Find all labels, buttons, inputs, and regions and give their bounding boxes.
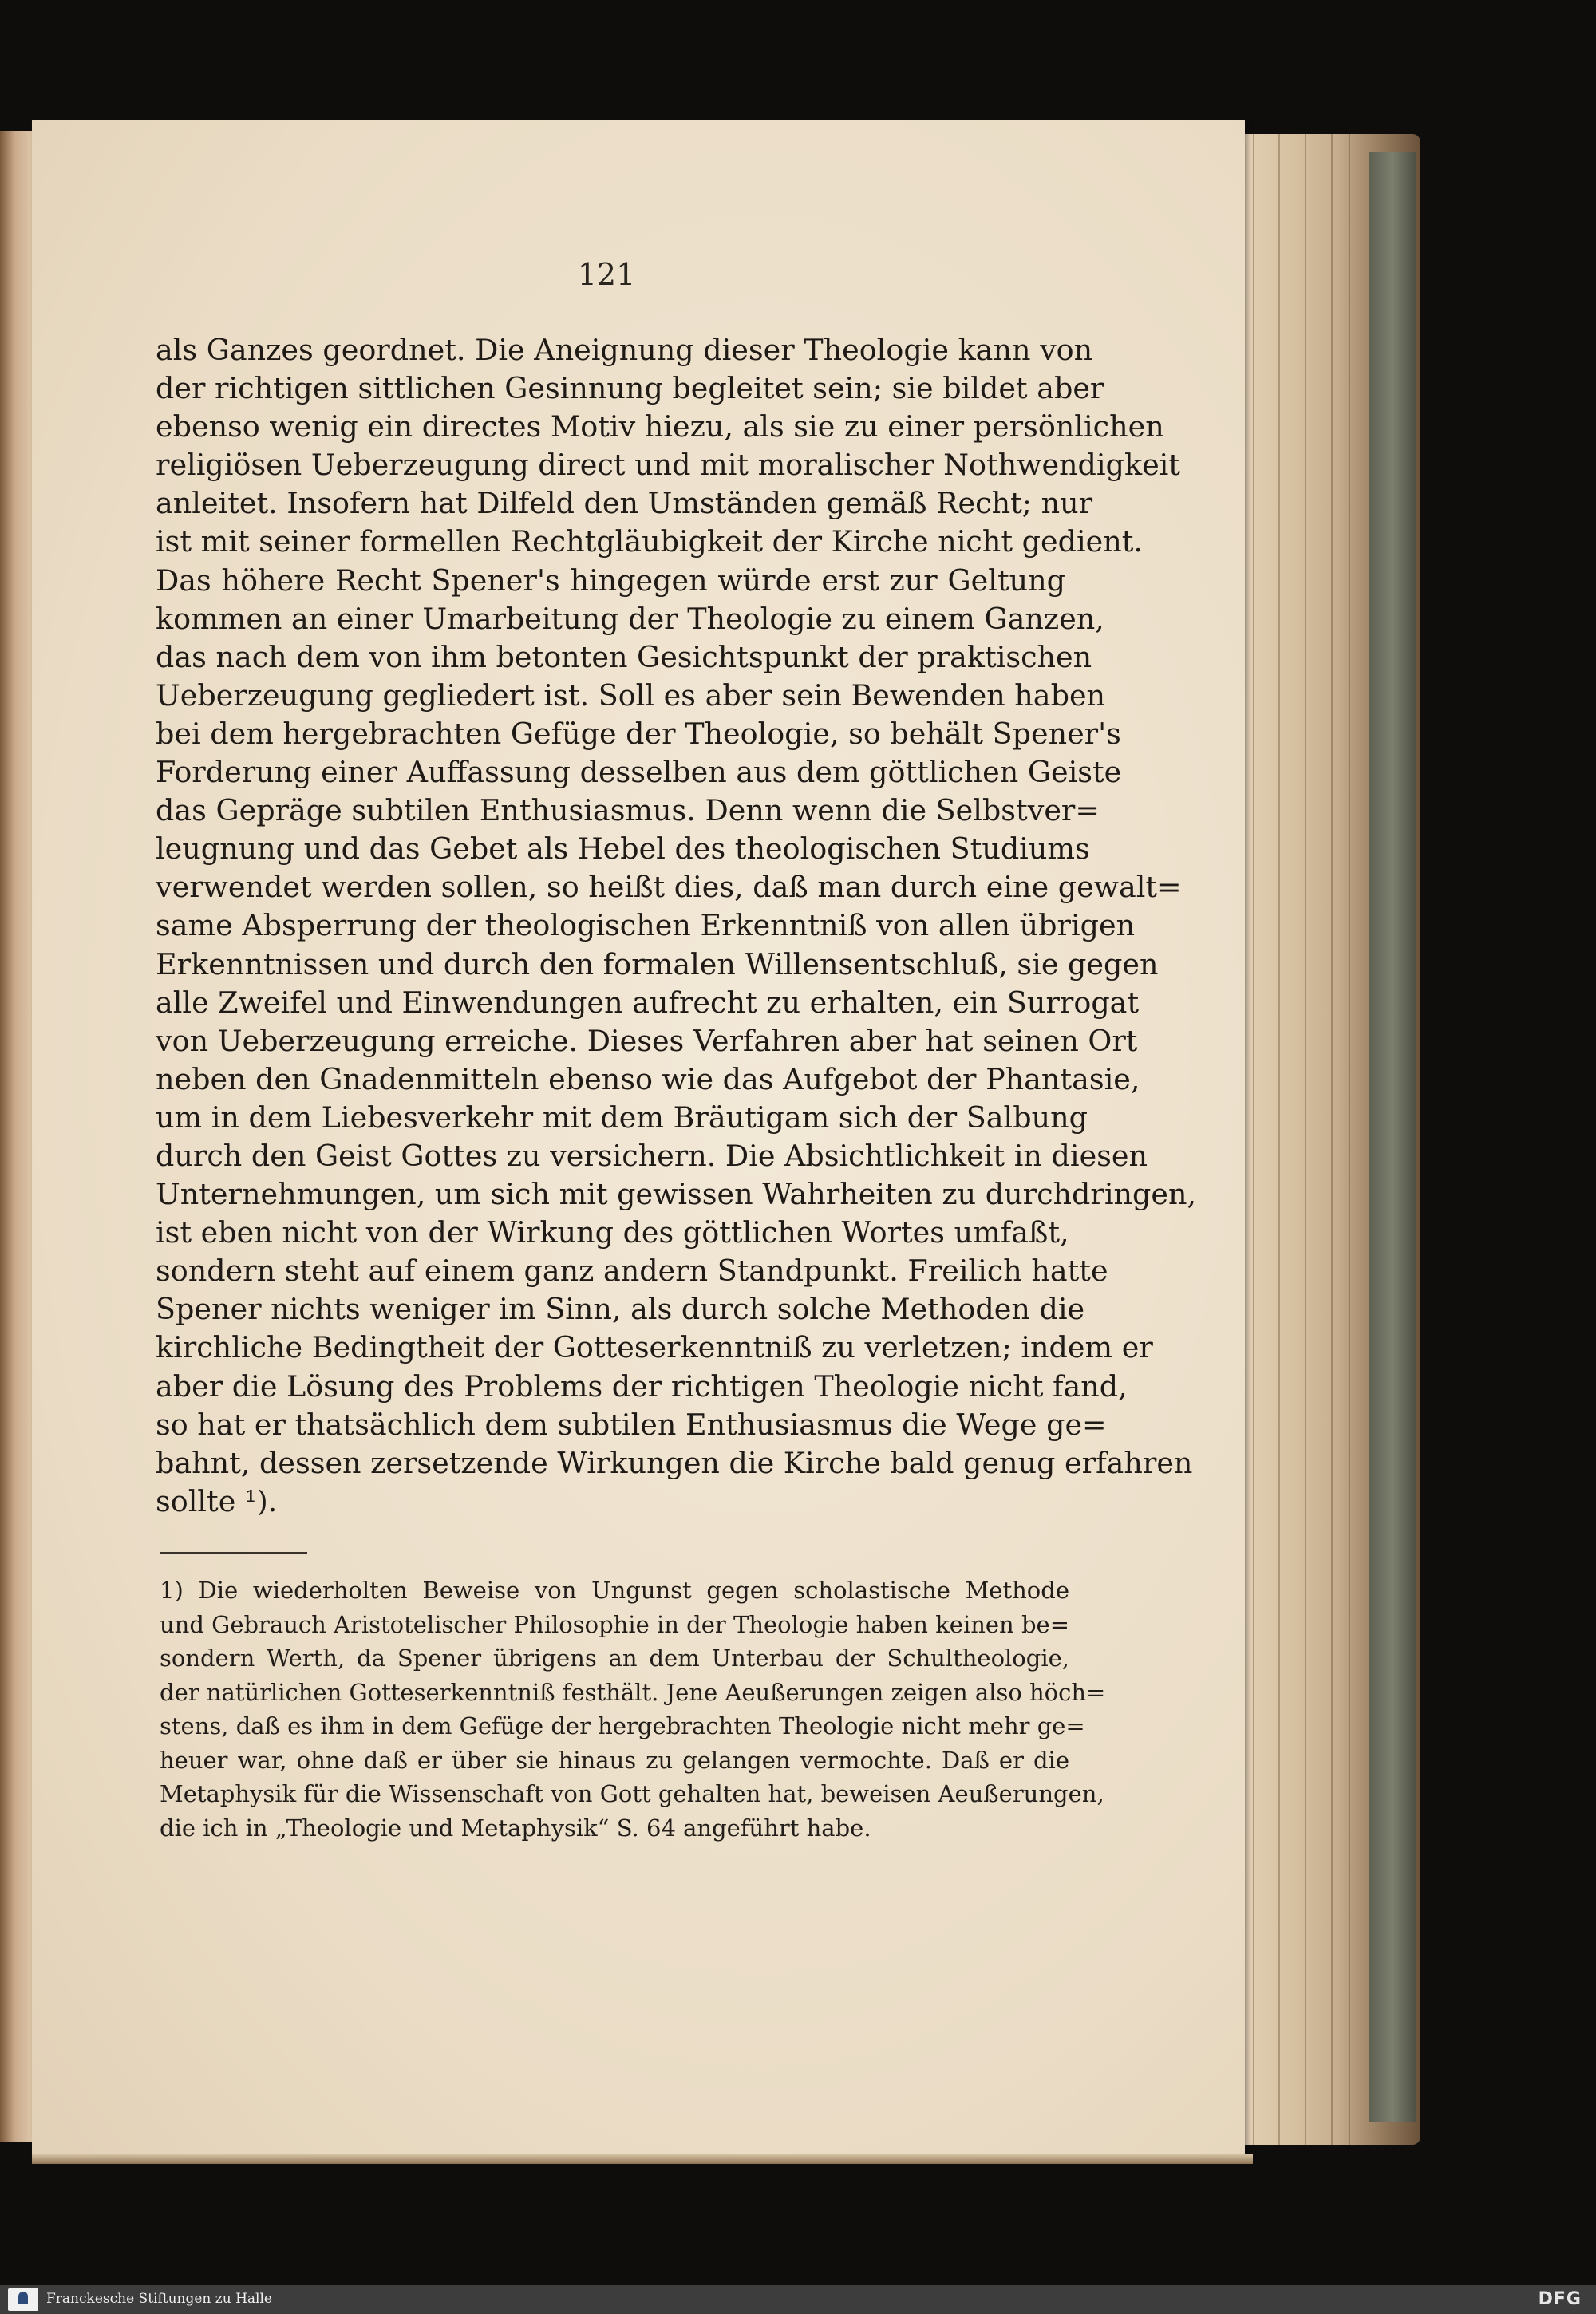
- text-line: Erkenntnissen und durch den formalen Willensentschluß, sie gegen: [156, 946, 1159, 981]
- footnote: [160, 1574, 1106, 1845]
- text-line: Spener nichts weniger im Sinn, als durch solche Methoden die: [156, 1292, 1085, 1327]
- text-line: same Absperrung der theologischen Erkenntniß von allen übrigen: [156, 908, 1136, 943]
- text-line: aber die Lösung des Problems der richtigen Theologie nicht fand,: [156, 1368, 1128, 1404]
- text-line: kirchliche Bedingtheit der Gotteserkenntniß zu verletzen; indem er: [156, 1330, 1153, 1365]
- text-line: Unternehmungen, um sich mit gewissen Wahrheiten zu durchdringen,: [156, 1177, 1197, 1212]
- text-line: leugnung und das Gebet als Hebel des theologischen Studiums: [156, 831, 1090, 867]
- book-cover-edge: [1369, 152, 1416, 2122]
- text-line: anleitet. Insofern hat Dilfeld den Umständen gemäß Recht; nur: [156, 486, 1093, 521]
- footnote-line: die ich in „Theologie und Metaphysik“ S. 64 angeführt habe.: [160, 1814, 871, 1842]
- text-line: verwendet werden sollen, so heißt dies, daß man durch eine gewalt=: [156, 870, 1182, 905]
- text-line: kommen an einer Umarbeitung der Theologie zu einem Ganzen,: [156, 601, 1104, 636]
- text-line: alle Zweifel und Einwendungen aufrecht zu erhalten, ein Surrogat: [156, 985, 1140, 1020]
- text-line: Ueberzeugung gegliedert ist. Soll es aber sein Bewenden haben: [156, 677, 1106, 713]
- dfg-logo: DFG: [1538, 2289, 1582, 2309]
- text-line: ebenso wenig ein directes Motiv hiezu, als sie zu einer persönlichen: [156, 409, 1164, 444]
- text-line: von Ueberzeugung erreiche. Dieses Verfahren aber hat seinen Ort: [156, 1023, 1138, 1058]
- page-number: 121: [577, 257, 636, 292]
- institution-logo-icon: [8, 2288, 38, 2311]
- text-line: bei dem hergebrachten Gefüge der Theologie, so behält Spener's: [156, 716, 1121, 751]
- text-line: der richtigen sittlichen Gesinnung begleitet sein; sie bildet aber: [156, 371, 1104, 406]
- footnote-line: der natürlichen Gotteserkenntniß festhält. Jene Aeußerungen zeigen also höch=: [160, 1678, 1106, 1706]
- footnote-line: heuer war, ohne daß er über sie hinaus zu gelangen vermochte. Daß er die: [160, 1746, 1069, 1774]
- footnote-line: sondern Werth, da Spener übrigens an dem Unterbau der Schultheologie,: [160, 1645, 1069, 1672]
- text-line: als Ganzes geordnet. Die Aneignung dieser Theologie kann von: [156, 333, 1093, 367]
- page-bottom-edge: [32, 2154, 1253, 2164]
- text-line: ist mit seiner formellen Rechtgläubigkeit der Kirche nicht gedient.: [156, 524, 1144, 559]
- text-line: Forderung einer Auffassung desselben aus dem göttlichen Geiste: [156, 755, 1122, 790]
- main-text: [156, 331, 1197, 1521]
- footer-bar: [0, 2285, 1596, 2314]
- book-scan: [0, 120, 1428, 2162]
- text-line: sondern steht auf einem ganz andern Standpunkt. Freilich hatte: [156, 1254, 1108, 1289]
- footnote-line: stens, daß es ihm in dem Gefüge der hergebrachten Theologie nicht mehr ge=: [160, 1712, 1085, 1739]
- text-line: um in dem Liebesverkehr mit dem Bräutigam sich der Salbung: [156, 1100, 1088, 1135]
- text-line: Das höhere Recht Spener's hingegen würde erst zur Geltung: [156, 563, 1065, 598]
- text-line: sollte ¹).: [156, 1483, 278, 1518]
- footnote-line: und Gebrauch Aristotelischer Philosophie in der Theologie haben keinen be=: [160, 1610, 1069, 1638]
- footnote-rule: [160, 1552, 307, 1554]
- text-line: religiösen Ueberzeugung direct und mit moralischer Nothwendigkeit: [156, 448, 1181, 483]
- text-line: das nach dem von ihm betonten Gesichtspunkt der praktischen: [156, 639, 1092, 674]
- institution-label: Franckesche Stiftungen zu Halle: [46, 2291, 272, 2307]
- text-line: neben den Gnadenmitteln ebenso wie das Aufgebot der Phantasie,: [156, 1061, 1140, 1096]
- footnote-line: 1) Die wiederholten Beweise von Ungunst gegen scholastische Methode: [160, 1577, 1069, 1604]
- text-line: so hat er thatsächlich dem subtilen Enthusiasmus die Wege ge=: [156, 1407, 1107, 1442]
- book-page: [32, 120, 1245, 2154]
- text-line: durch den Geist Gottes zu versichern. Die Absichtlichkeit in diesen: [156, 1138, 1148, 1173]
- text-line: bahnt, dessen zersetzende Wirkungen die Kirche bald genug erfahren: [156, 1445, 1193, 1480]
- text-line: ist eben nicht von der Wirkung des göttlichen Wortes umfaßt,: [156, 1215, 1069, 1250]
- footnote-line: Metaphysik für die Wissenschaft von Gott gehalten hat, beweisen Aeußerungen,: [160, 1780, 1104, 1807]
- text-line: das Gepräge subtilen Enthusiasmus. Denn wenn die Selbstver=: [156, 793, 1100, 828]
